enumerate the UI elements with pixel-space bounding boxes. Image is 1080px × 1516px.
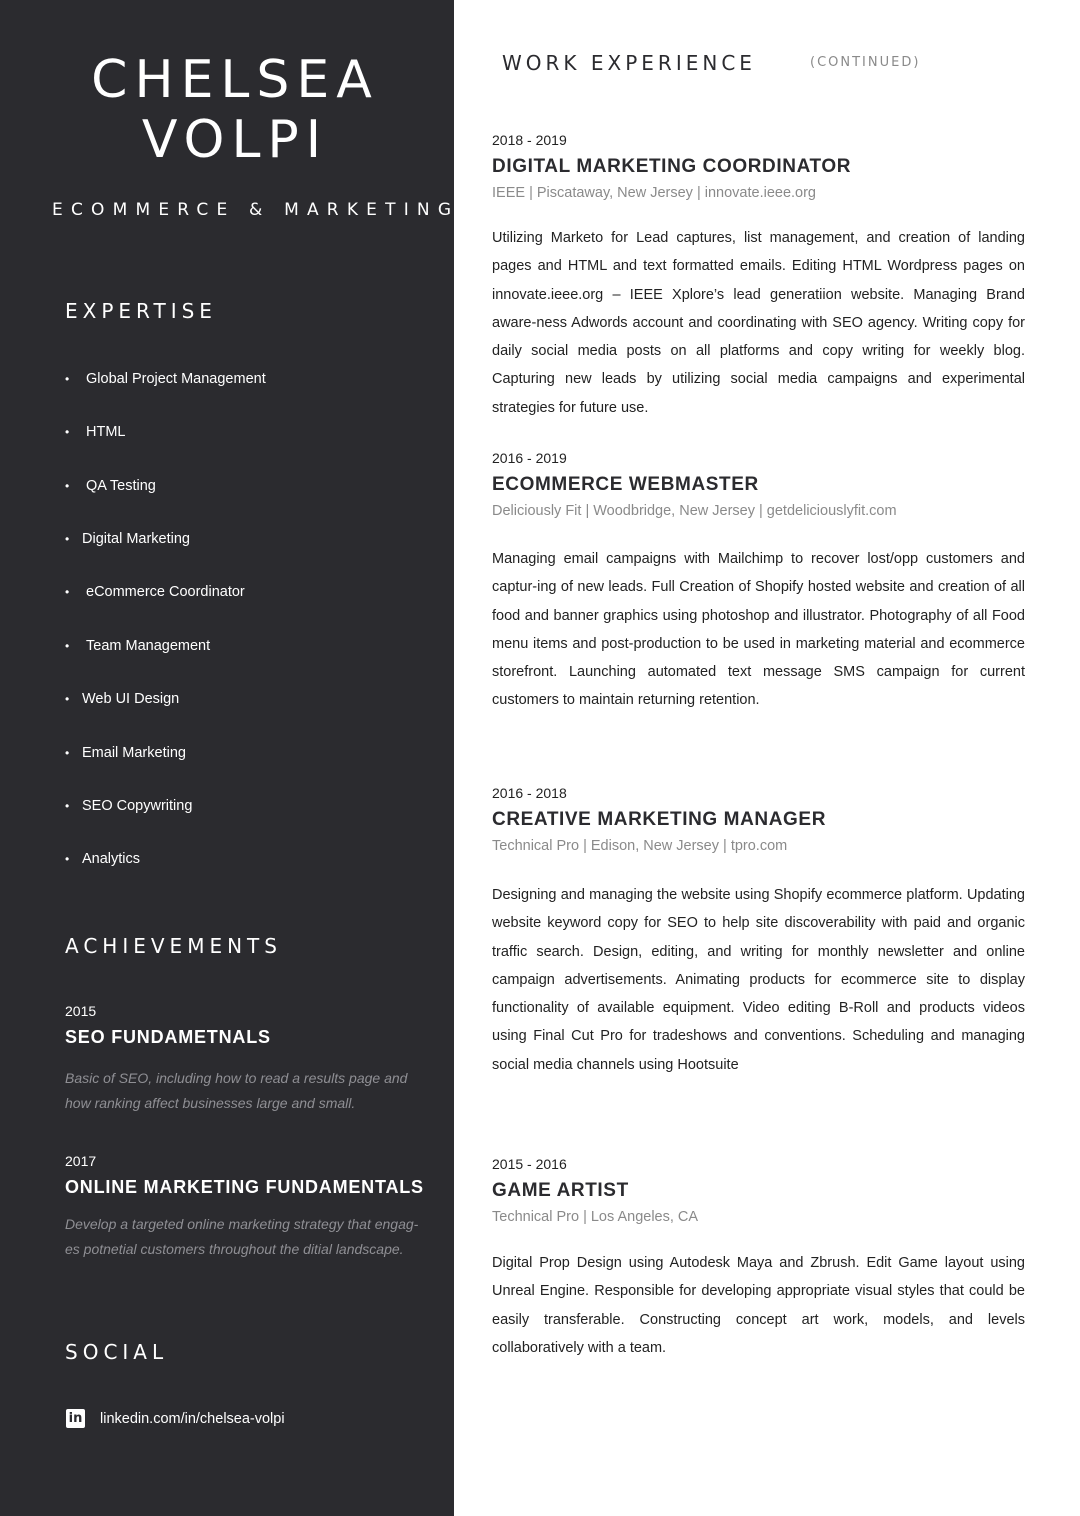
job-meta: IEEE | Piscataway, New Jersey | innovate.ieee.org — [492, 185, 816, 201]
achievement-year: 2015 — [65, 1003, 97, 1019]
job-entry — [492, 450, 1025, 715]
expertise-item: • Analytics — [65, 851, 141, 867]
bullet-icon: • — [65, 746, 70, 760]
job-entry — [492, 785, 1025, 1079]
job-title: DIGITAL MARKETING COORDINATOR — [492, 156, 852, 177]
bullet-icon: • — [65, 852, 70, 866]
job-description: Utilizing Marketo for Lead captures, list management, and creation of landing pages and HTML and text formatted emails. Editing HTML Wordpress pages on innovate.ieee.org – IEEE Xplore’s lead generatiion website. Managing Brand aware-ness Adwords account and coordinating with SEO agency. Writing copy for daily social media posts on all platforms and copy writing for weekly blog. Capturing new leads by utilizing social media campaigns and experimental strategies for future use. — [492, 230, 1025, 416]
job-meta: Technical Pro | Los Angeles, CA — [492, 1209, 699, 1225]
job-years: 2016 - 2018 — [492, 785, 567, 801]
social-heading: SOCIAL — [65, 1340, 169, 1364]
job-years: 2016 - 2019 — [492, 450, 567, 466]
expertise-heading: EXPERTISE — [65, 299, 217, 323]
linkedin-icon: in — [66, 1409, 85, 1428]
bullet-icon: • — [65, 799, 70, 813]
achievement-title: SEO FUNDAMETNALS — [65, 1027, 271, 1047]
achievement-description: Basic of SEO, including how to read a results page and how ranking affect businesses large and small. — [65, 1070, 408, 1111]
linkedin-link[interactable] — [66, 1409, 285, 1428]
job-years: 2018 - 2019 — [492, 132, 567, 148]
last-name: VOLPI — [141, 110, 329, 170]
bullet-icon: • — [65, 585, 70, 599]
expertise-item: • HTML — [65, 424, 126, 440]
job-years: 2015 - 2016 — [492, 1156, 567, 1172]
expertise-item: • Email Marketing — [65, 745, 186, 761]
achievement-title: ONLINE MARKETING FUNDAMENTALS — [65, 1177, 424, 1197]
expertise-item: • Team Management — [65, 638, 211, 654]
expertise-item: • Global Project Management — [65, 371, 266, 387]
job-entry — [492, 132, 1025, 422]
achievement-year: 2017 — [65, 1153, 97, 1169]
bullet-icon: • — [65, 479, 70, 493]
bullet-icon: • — [65, 425, 70, 439]
job-meta: Technical Pro | Edison, New Jersey | tpro.com — [492, 838, 788, 854]
bullet-icon: • — [65, 532, 70, 546]
job-description: Digital Prop Design using Autodesk Maya and Zbrush. Edit Game layout using Unreal Engine. Responsible for developing appropriate visual styles that could be easily transferable. Constructing concept art work, models, and levels collaboratively with a team. — [492, 1255, 1025, 1356]
continued-label: (CONTINUED) — [810, 55, 921, 70]
expertise-item: • QA Testing — [65, 478, 156, 494]
work-experience-heading: WORK EXPERIENCE — [502, 51, 756, 75]
job-title: GAME ARTIST — [492, 1180, 629, 1201]
linkedin-url[interactable]: linkedin.com/in/chelsea-volpi — [100, 1410, 285, 1427]
bullet-icon: • — [65, 692, 70, 706]
expertise-item: • SEO Copywriting — [65, 798, 193, 814]
achievement-description: Develop a targeted online marketing strategy that engag-es potnetial customers throughout the ditial landscape. — [65, 1216, 419, 1257]
job-title: ECOMMERCE WEBMASTER — [492, 474, 759, 495]
expertise-item: • Digital Marketing — [65, 531, 190, 547]
job-description: Managing email campaigns with Mailchimp to recover lost/opp customers and captur-ing of new leads. Full Creation of Shopify hosted website and creation of all food and banner graphics using photoshop and illustrator. Photography of all Food menu items and post-production to be used in marketing material and ecommerce storefront. Launching automated text message SMS campaign for current customers to maintain returning retention. — [492, 551, 1025, 709]
expertise-item: • eCommerce Coordinator — [65, 584, 245, 600]
job-description: Designing and managing the website using Shopify ecommerce platform. Updating website keyword copy for SEO to help site discoverability with paid and organic traffic search. Design, editing, and writing for monthly newsletter and online campaign advertisements. Animating products for ecommerce site to display functionality of available equipment. Video editing B-Roll and products videos using Final Cut Pro for tradeshows and conventions. Scheduling and managing social media channels using Hootsuite — [492, 887, 1025, 1073]
achievements-heading: ACHIEVEMENTS — [65, 934, 282, 958]
sidebar — [0, 0, 460, 1516]
bullet-icon: • — [65, 372, 70, 386]
job-entry — [492, 1156, 1025, 1362]
job-subtitle: ECOMMERCE & MARKETING — [52, 200, 460, 220]
bullet-icon: • — [65, 639, 70, 653]
job-title: CREATIVE MARKETING MANAGER — [492, 809, 827, 830]
first-name: CHELSEA — [91, 50, 379, 110]
expertise-item: • Web UI Design — [65, 691, 180, 707]
job-meta: Deliciously Fit | Woodbridge, New Jersey | getdeliciouslyfit.com — [492, 503, 897, 519]
